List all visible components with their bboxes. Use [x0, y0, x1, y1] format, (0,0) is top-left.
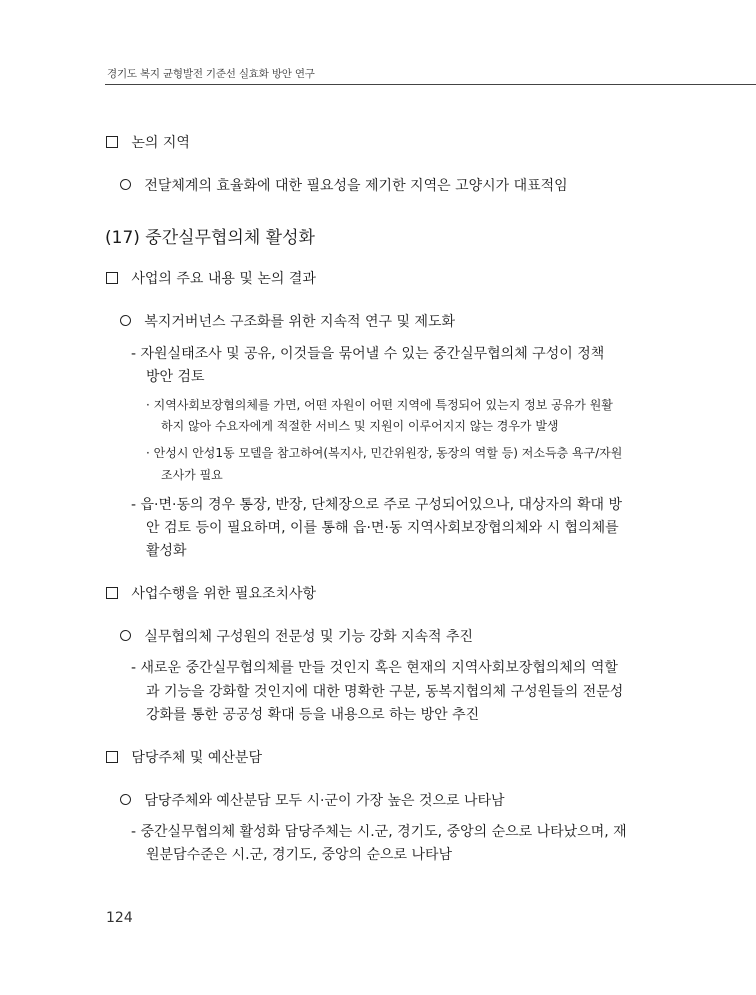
section-heading: 논의 지역	[106, 134, 190, 152]
circle-bullet-icon	[120, 315, 131, 326]
circle-item: 실무협의체 구성원의 전문성 및 기능 강화 지속적 추진	[120, 628, 473, 646]
dash-item-line: - 자원실태조사 및 공유, 이것들을 묶어낼 수 있는 중간실무협의체 구성이 정책	[131, 346, 605, 362]
square-bullet-icon	[106, 136, 118, 148]
dash-item-line: 원분담수준은 시.군, 경기도, 중앙의 순으로 나타남	[146, 847, 453, 863]
dot-item-line: 조사가 필요	[161, 468, 223, 482]
dash-item-line: 활성화	[146, 543, 187, 559]
circle-item: 담당주체와 예산분담 모두 시·군이 가장 높은 것으로 나타남	[120, 792, 505, 810]
dot-item-line: · 안성시 안성1동 모델을 참고하여(복지사, 민간위원장, 동장의 역할 등) 저소득층 욕구/자원	[146, 446, 623, 460]
dash-item-line: - 중간실무협의체 활성화 담당주체는 시.군, 경기도, 중앙의 순으로 나타났으며, 재	[131, 824, 627, 840]
circle-bullet-icon	[120, 630, 131, 641]
dot-item-line: · 지역사회보장협의체를 가면, 어떤 자원이 어떤 지역에 특정되어 있는지 정보 공유가 원활	[146, 398, 613, 412]
dash-item-line: - 읍·면·동의 경우 통장, 반장, 단체장으로 주로 구성되어있으나, 대상자의 확대 방	[131, 497, 623, 513]
circle-item: 전달체계의 효율화에 대한 필요성을 제기한 지역은 고양시가 대표적임	[120, 177, 568, 195]
square-bullet-icon	[106, 587, 118, 599]
dash-item-line: 방안 검토	[146, 369, 205, 385]
subsection-title: (17) 중간실무협의체 활성화	[105, 228, 315, 248]
circle-item: 복지거버넌스 구조화를 위한 지속적 연구 및 제도화	[120, 313, 455, 331]
header-rule	[105, 84, 756, 85]
section-heading: 사업수행을 위한 필요조치사항	[106, 585, 316, 603]
section-heading: 담당주체 및 예산분담	[106, 749, 262, 767]
running-header: 경기도 복지 균형발전 기준선 실효화 방안 연구	[107, 68, 315, 80]
circle-bullet-icon	[120, 794, 131, 805]
square-bullet-icon	[106, 751, 118, 763]
dash-item-line: 강화를 통한 공공성 확대 등을 내용으로 하는 방안 추진	[146, 707, 480, 723]
section-heading: 사업의 주요 내용 및 논의 결과	[106, 270, 316, 288]
circle-bullet-icon	[120, 179, 131, 190]
dash-item-line: - 새로운 중간실무협의체를 만들 것인지 혹은 현재의 지역사회보장협의체의 역할	[131, 660, 618, 676]
square-bullet-icon	[106, 272, 118, 284]
dot-item-line: 하지 않아 수요자에게 적절한 서비스 및 지원이 이루어지지 않는 경우가 발생	[161, 419, 559, 433]
page-number: 124	[106, 910, 133, 926]
dash-item-line: 안 검토 등이 필요하며, 이를 통해 읍·면·동 지역사회보장협의체와 시 협의체를	[146, 520, 619, 536]
dash-item-line: 과 기능을 강화할 것인지에 대한 명확한 구분, 동복지협의체 구성원들의 전문성	[146, 684, 624, 700]
